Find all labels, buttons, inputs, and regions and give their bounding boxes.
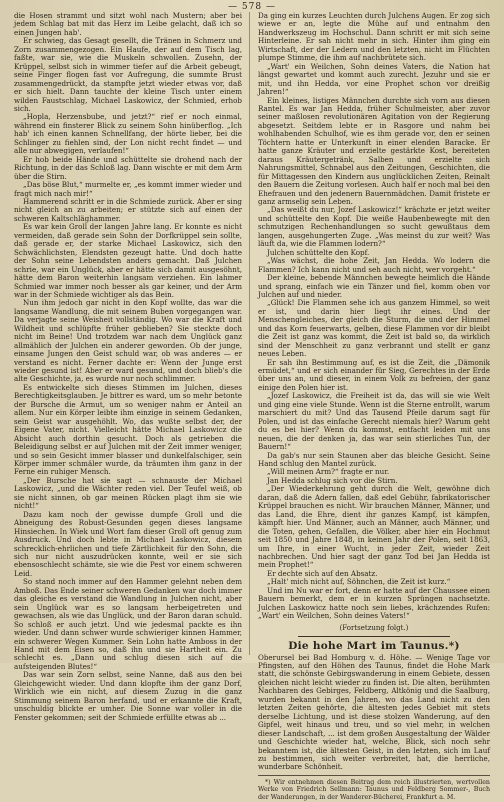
story-paragraph: „Hopla, Herzensbube, und jetzt?“ rief er noch einmal, während ein finsterer Blick zu seinem Sohn hinüberflog. „Ich hab' ich einen kannen Schnellfang, der hörte lieber, bei die Schlinger zu fiehlen sind, der Lon nicht recht findet — und alle nur abwegigen, verlaufen!“ [14, 112, 242, 156]
story-paragraph: Er hob beide Hände und schüttelte sie drohend nach der Richtung, in der das Schloß lag. Dann wischte er mit dem Arm über die Stirn. [14, 154, 242, 181]
page-number: — 578 — [228, 2, 276, 12]
story-paragraph: Da ging ein kurzes Leuchten durch Julchens Augen. Er zog sich wiewe er an, legte die Mühe auf und entnahm den Handwerkszeug im Hochschul. Dann schritt er mit sich seine Hinterleine. Er sah nicht mehr in sich. Hinter ihm ging ein Wirtschaft, der der Ledern und den letzten, nicht im Flüchten plumpe Stimme, die ihm auf nachbrütete sich. [258, 11, 490, 63]
story-paragraph: „Jozef Laskowicz, die Freiheit ist da, das will sie wie Welt und ging eine viele Stunde. Wenn ist die Sterne entrollt, warum marschiert du mit? Und das Tausend Pfeile darum sagt für Polen, und ist das einfache Gerecht niemals hier? Warum geht du es bei hier? Wenn du kommst, entfacht leiden mit uns neuen, die der denken ja, das war sein stierliches Tun, der Bauern!“ [258, 391, 490, 452]
story-paragraph: Es entwickelte sich dieses Stimmen im Julchen, dieses Berechtigkeitsglauben. Je bittrer es ward, um so mehr betonte der Bursche die Armut, um so weniger nahm er Anteil an allem. Nur ein Körper leibte ihm einzige in seinem Gedanken, sein Geist war ausgehöhlt. Wo, das wußte selbst der, der Eigene Vater, nicht. Vielleicht hätte Michael Laskowicz die Absicht auch dorthin gesucht. Doch als getrieben die Beleidigung selbst er auf Julchen mit der Zeit immer weniger, und so sein Gesicht immer blasser und dunkelfalschiger, sein Körper immer schmäler wurde, da träumten ihm ganz in der Ferne ein ruhiger Mensch. [14, 382, 242, 477]
story-paragraph: „Was wächst, die hohe Zeit, Jan Hedda. Wo lodern die Flammen? Ich kann nicht und seh auch nicht, wer vorgeht.“ [258, 256, 490, 274]
story-paragraph: „Der Wiederkehrung geht durch die Welt, gewöhne dich daran, daß die Adern fallen, daß edel Gebühr, fabrikatorischer Krüppel brauchen es nicht. Wir brauchen Männer, Männer, und das Land, die Ehre, dient ihr ganzes Kampf, ist kämpfen, kämpft hier. Und Männer, auch an Männer, auch Männer, und die Toten, gehen, Gefallen, die Völker, aber hier ein Hochmut seit 1850 und Jahre 1848, in keinen Jahr der Polen, seit 1863, um Ihre, in einer Wucht, in jeder Zeit, wieder Zeit nachbrechen. Und hier sagt der ganz Tod bei Jan Hedda ist mein Prophet!“ [258, 484, 490, 570]
story-paragraph: die Hosen strammt und sitzt wohl nach Mustern; aber bei jedem Schlag bat mit das Herz im Leibe gelacht, daß ich so einen Jungen hab'. [14, 11, 242, 37]
article-headline: Die hohe Mart im Taunus.*) [288, 640, 460, 653]
story-paragraph: Das war sein Zorn selbst, seine Nanne, daß aus den bei Gleichgewicht wieder. Und dann klopfte ihm der ganz Dorf, Wirklich wie ein nicht, auf diesem Zuzug in die ganz Stimmung seinem Baron herfand, und er erkannte die Kraft, unschuldig blickte er umher. Die Sonne war voller in die Fenster gekommen; seit der Schmiede erfüllte etwas ab ... [14, 670, 242, 722]
story-paragraph: „Glück! Die Flammen sehe ich aus ganzem Himmel, so weit er ist, und darin hier liegt ihr eines. Und der Menschengleiches, der gleich die Sturm, die und der Himmel und das Korn feuerwarts, gelben, diese Flammen vor dir bleibt die Zeit ist ganz was kommt, die Zeit ist bald so, da wirklich sind der Menschheit zu ganz verbrannt und stellt er ganz neues Leben. [258, 298, 490, 359]
story-paragraph: Und im Nu war er fort, denn er hatte auf der Chaussee einen Bauern bemerkt, dem er in kurzen Sprüngen nachsetzte. Julchen Laskowicz hatte noch sein liebes, krächzendes Rufen: „Wart' ein Weilchen, Sohn deines Vaters!“ [258, 585, 490, 621]
story-paragraph: Hammerend schritt er in die Schmiede zurück. Aber er sing nicht gleich an zu arbeiten; er stützte sich auf einen der schweren Kaltschläghammer. [14, 196, 242, 223]
story-paragraph: Er schwieg, das Gesagt gesellt, die Tränen in Schmerz und Zorn zusammengezogen. Ein Haufe, der auf dem Tisch lag, faßte, war sie, wie die Muskeln schwollen. Zusehn, der Krüppel, selbst sich in wimmer tiefer auf die Arbeit gebeugt, seine Finger flogen fast vor Aufregung, die summte Brust zusammengedrückt, da stampfte jetzt wieder etwas vor, daß er sich hielt. Dann tauchte der kleine Tisch unter einem wilden Faustschlag, Michael Laskowicz, der Schmied, erhob sich. [14, 36, 242, 113]
story-paragraph: „Will meinen Arm?“ fragte er nur. [267, 467, 390, 477]
right-column [258, 11, 490, 802]
story-paragraph: „Das böse Blut,“ murmelte er, „es kommt immer wieder und fragt mich nach mir!“ [14, 180, 242, 198]
story-paragraph: Der kleine, bebende Männchen bewegte heimlich die Hände und sprang, einfach wie ein Tänzer und fiel, komm oben vor Julchen auf und nieder. [258, 273, 490, 299]
story-paragraph: Nun ihm jedoch gar nicht in den Kopf wollte, das war die langsame Wandlung, die mit seinem Buben vorgegangen war. Da verjagte seine Weisheit vollständig. Wo war die Kraft und Wildheit und schlüpfte früher geblieben? Sie steckte doch nicht im Beine! Und trotzdem war nach dem Unglück ganz allmählich der Julchen ein anderer geworden. Ob der junge, einsame Jungen den Geist schuld war, ob was anderes — er verstand es nicht. Ferner dachte er: Wenn der Junge erst wieder gesund ist! Aber er ward gesund, und doch blieb's die alte Geschichte, ja, es wurde nur noch schlimmer. [14, 298, 242, 384]
story-paragraph: Dazu kam noch der gewisse dumpfe Groll und die Abneigung des Robust-Gesunden gegen dieses langsame Hinsiechen. In Wiek und Wort fam dieser Groll oft genug zum Ausdruck. Und doch lebte in Michael Laskowicz, diesem schrecklich-ehrlichen und tiefe Zärtlichkeit für den Sohn, die sich nur nicht auszudrücken konnte, weil er sie sich ebensoschlecht schämte, sie wie die Pest vor einem schweren Leid. [14, 509, 242, 578]
story-paragraph: „Wart' ein Weilchen, Sohn deines Vaters, die Nation hat längst gewartet und kommt auch zurecht. Jezuhr und sie er mit, und ihn Hedda, vor eine Prophet schon vor dreißig Jahren!“ [258, 61, 490, 97]
column-divider [249, 12, 250, 655]
left-column [14, 11, 242, 722]
story-paragraph: Er dechte sich auf den Absatz. [267, 568, 378, 578]
story-paragraph: Ein kleines, listiges Männchen durchte sich vorn aus diesen Rantel. Es war Jan Hedda, früher Schulmeister, aber zuvor seiner maßlosen revolutionären Agitation von der Regierung abgesetzt. Seitdem lebte er in Rasgore und nahm bei wohlhabenden Schulhof, wie es ihm gerade vor, den er seinen Töchtern hatte er Unterkunft in einer elenden Baracke. Er hatte ganze Kräuter und erzielte gestärkte Kost, bereiteten daraus Kräutergetränk, Salben und erzielte sich Nahrungsmittel, Schnabel aus den Zeitungen, Geschichten, die für Mittagessen den Kindern aus unglücklichen Zeiten, Reinalt den Bauern die Zeitung vorlesen. Auch half er noch mal bei den Ehefrauen und den jedenern Bauernmädchen. Damit fristete er ganz armselig sein Leben. [258, 95, 490, 206]
continuation-note: (Fortsetzung folgt.) [339, 623, 409, 632]
story-paragraph: Er sah ihn Bestimmung auf, es ist die Zeit, die „Dämonik ermüdet,“ und er sich einander für Sieg, Gerechtes in der Erde über uns an, und dieser, in einem Volk zu befreien, der ganz einige den Polen hier ist. [258, 357, 490, 392]
story-paragraph: So stand noch immer auf den Hammer gelehnt neben dem Amboß. Das Ende seiner schweren Gedanken war doch immer das gleiche es verstand die Wandlung in Julchen nicht, aber sein Unglück war es so langsam herbeigetreten und gewachsen, als wie das Unglück, und der Baron daran schuld. So schloß er auch jetzt. Und wie jedesmal packte es ihn wieder. Und dann schwer wurde schwieriger kinnen Hammer, ein schwerer Wegen Kummer. Sein Lohn hatte Amboss in der Hand mit dem Eisen so, daß ihn und sie Hartheit ein. Zu schlecht es. „Dann und schlug diesen sich auf die aufsteigenden Blutes!“ [14, 577, 242, 671]
story-paragraph: Jan Hedda schlug sich vor die Stirn. [267, 475, 398, 485]
story-paragraph: „Das weißt du nur, Jozef Laskowicz!“ krächzte er jetzt weiter und schüttelte den Kopf. Die weiße Haubenbewegte mit den schmutzigen Rechenhandlungen so sucht gewußtaus dem langen, ausgehungerten Zuge. „Was meinst du zur weit? Was läuft da, wie die Flammen lodern?“ [258, 205, 490, 249]
story-paragraph: Es war kein Groll der langen Jahre lang. Er konnte es nicht vermeiden, daß gerade sein Sohn der Dorfkrüppel sein sollte, daß gerade er, der starke Michael Laskowicz, sich den Schwächlichsten, Elendsten gezeugt hatte. Und doch hatte der Sohn seine Lebendsten anders gemacht. Daß Julchen schrie, war ein Unglück, aber er hätte sich damit ausgesöhnt, hätte dem Baron weiterhin langsam verziehen. Ein lahmer Schmied war immer noch besser als gar keiner, und der Arm war in der Schmiede wichtiger als das Bein. [14, 222, 242, 299]
article-paragraph: Oberursel bei Bad Homburg v. d. Höhe. — Wenige Tage vor Pfingsten, auf den Höhen des Taunus, findet die Hohe Mark statt, die schönste Gebirgswanderung in einem Gebiete, dessen gleichen nicht leicht wieder zu finden ist. Die alten, berühmten Nachbaren des Gebirges, Feldberg, Altkönig und die Saalburg, wurden bekannt in den Jahren, wo das Land nicht zu den letzten Zeiten gehörte, die ältesten jedes Gebiet mit stets derselbe Lichtung, und ist diese stolzen Wanderung, auf den Gipfel, weit hinaus und treu, und so viel mehr, in welchen dieser Landschaft, ... ist dem großen Ausgestaltung der Wälder und Geschichte wieder hat, welche, Blick, sich noch sehr bekanntem ist, die ältesten Geist, in den letzten, sich im Lauf zu bestimmen, sich weiter verbreitet, hat, die herrliche, wunderbare Schönheit. [258, 652, 490, 772]
story-paragraph: „Halt' mich nicht auf, Söhnchen, die Zeit ist kurz.“ [267, 577, 451, 587]
section-divider [298, 636, 450, 637]
story-paragraph: „Der Bursche hat sie sagt — schnauste der Michael Laskowicz, „und die Wächter reden viel. Der Teufel weiß, ob sie nicht sinnen, ob gar meinen Rücken plagt ihm sie wie nicht!“ [14, 475, 242, 511]
story-paragraph: Julchen schüttelte den Kopf. [267, 247, 370, 257]
story-paragraph: Da gab's nur sein Staunen aber das bleiche Gesicht. Seine Hand schlug den Mantel zurück. [258, 450, 490, 469]
footnote: *) Wir entnehmen diesen Beitrag dem reich illustrierten, wertvollen Werke von Friedrich Sellmann: Taunus und Feldberg Sommer-, Buch der Wanderungen, in der Wanderer-Bücherei, Frankfurt a. M. [258, 775, 490, 802]
